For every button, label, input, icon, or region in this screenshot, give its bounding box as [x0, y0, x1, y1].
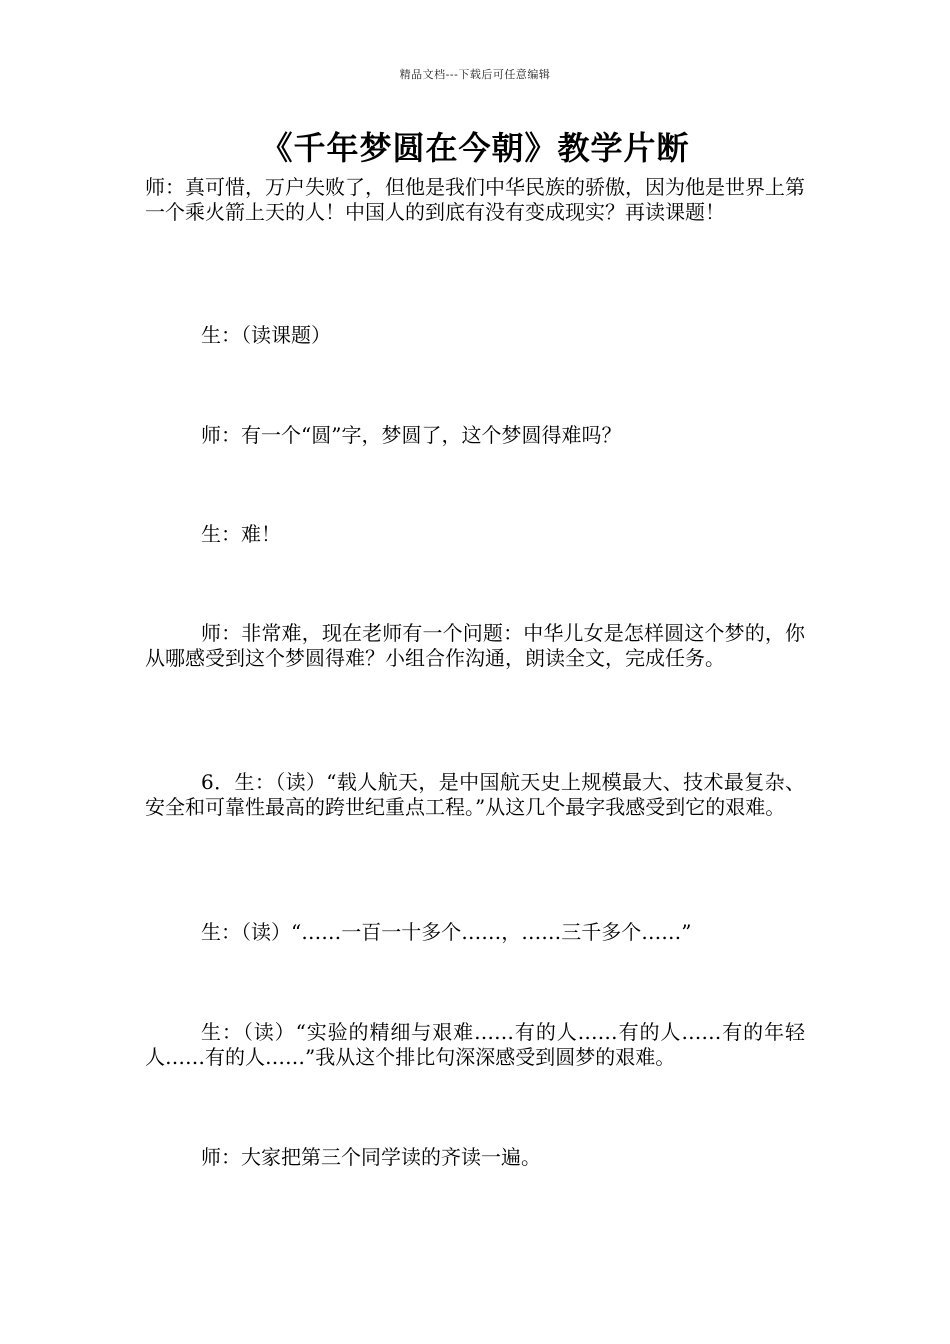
paragraph-4: [145, 522, 805, 547]
document-title: 《千年梦圆在今朝》教学片断: [260, 129, 690, 167]
paragraph-text: 生：（读课题）: [201, 323, 331, 347]
paragraph-6: [145, 770, 805, 820]
paragraph-3: [145, 423, 805, 448]
paragraph-text: 师：真可惜，万户失败了，但他是我们中华民族的骄傲，因为他是世界上第一个乘火箭上天的人！中国人的到底有没有变成现实？再读课题！: [145, 175, 805, 224]
paragraph-1: [145, 175, 805, 225]
paragraph-text: 6．生：（读）“载人航天，是中国航天史上规模最大、技术最复杂、安全和可靠性最高的跨世纪重点工程。”从这几个最字我感受到它的艰难。: [145, 770, 805, 819]
page-header: 精品文档---下载后可任意编辑: [399, 68, 551, 81]
paragraph-2: [145, 323, 805, 348]
paragraph-9: [145, 1145, 805, 1170]
paragraph-text: 生：（读）“实验的精细与艰难……有的人……有的人……有的年轻人……有的人……”我从这个排比句深深感受到圆梦的艰难。: [145, 1020, 805, 1069]
paragraph-5: [145, 621, 805, 671]
paragraph-text: 师：非常难，现在老师有一个问题：中华儿女是怎样圆这个梦的，你从哪感受到这个梦圆得难？小组合作沟通，朗读全文，完成任务。: [145, 621, 805, 670]
paragraph-text: 生：（读）“……一百一十多个……，……三千多个……”: [201, 920, 692, 944]
paragraph-text: 师：大家把第三个同学读的齐读一遍。: [201, 1145, 541, 1169]
paragraph-text: 师：有一个“圆”字，梦圆了，这个梦圆得难吗？: [201, 423, 622, 447]
paragraph-8: [145, 1020, 805, 1070]
paragraph-7: [145, 920, 805, 945]
paragraph-text: 生：难！: [201, 522, 281, 546]
